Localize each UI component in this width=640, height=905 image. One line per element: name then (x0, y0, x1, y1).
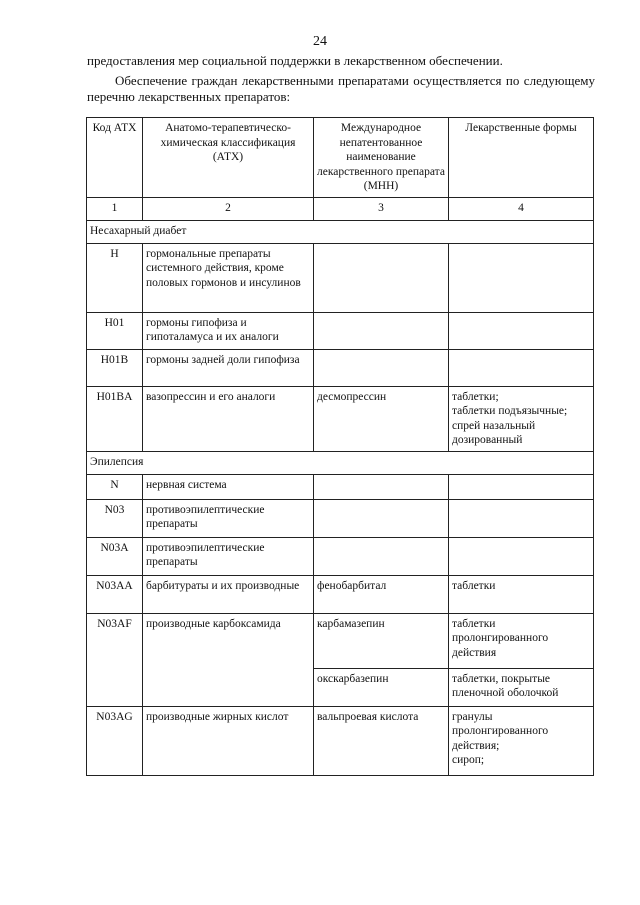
atc-classification: гормоны задней доли гипофиза (143, 349, 314, 386)
intro-paragraph: Обеспечение граждан лекарственными препаратами осуществляется по следующему перечню лекарственных препаратов: (87, 73, 595, 104)
dosage-forms-cell (449, 537, 594, 575)
atc-code: N (87, 474, 143, 499)
table-row (87, 537, 594, 575)
atc-classification: производные жирных кислот (143, 706, 314, 775)
dosage-form: таблетки подъязычные; (452, 405, 568, 417)
atc-classification: противоэпилептические препараты (143, 537, 314, 575)
dosage-forms-cell (449, 386, 594, 451)
header-atc-classification: Анатомо-терапевтическо-химическая классификация (АТХ) (143, 118, 314, 198)
atc-classification: производные карбоксамида (143, 613, 314, 706)
inn-cell (314, 349, 449, 386)
table-row (87, 243, 594, 312)
inn-cell (314, 312, 449, 349)
dosage-form: таблетки пролонгированного действия (452, 617, 549, 659)
atc-classification: противоэпилептические препараты (143, 499, 314, 537)
atc-code: H01BA (87, 386, 143, 451)
atc-classification: гормоны гипофиза и гипоталамуса и их аналоги (143, 312, 314, 349)
section-title-epilepsy: Эпилепсия (87, 451, 594, 474)
inn-cell (314, 537, 449, 575)
section-title-diabetes-insipidus: Несахарный диабет (87, 220, 594, 243)
atc-code: N03A (87, 537, 143, 575)
section-row (87, 451, 594, 474)
dosage-forms-cell (449, 575, 594, 613)
header-atc-code: Код АТХ (87, 118, 143, 198)
column-number: 1 (87, 197, 143, 220)
dosage-form: таблетки (452, 579, 496, 592)
column-number: 3 (314, 197, 449, 220)
table-header-row (87, 118, 594, 198)
inn-cell: фенобарбитал (314, 575, 449, 613)
atc-code: N03AA (87, 575, 143, 613)
dosage-forms-cell (449, 243, 594, 312)
dosage-form: спрей назальный дозированный (452, 419, 536, 446)
dosage-forms-cell (449, 706, 594, 775)
dosage-form: сироп; (452, 754, 485, 766)
atc-code: H01B (87, 349, 143, 386)
dosage-forms-cell (449, 499, 594, 537)
atc-classification: вазопрессин и его аналоги (143, 386, 314, 451)
dosage-form: таблетки, покрытые пленочной оболочкой (452, 672, 559, 699)
atc-classification: гормональные препараты системного действия, кроме половых гормонов и инсулинов (143, 243, 314, 312)
inn-cell (314, 243, 449, 312)
dosage-forms-cell (449, 474, 594, 499)
table-row (87, 613, 594, 668)
atc-classification: нервная система (143, 474, 314, 499)
inn-cell: карбамазепин (314, 613, 449, 668)
table-row (87, 349, 594, 386)
table-row (87, 312, 594, 349)
drug-list-table (86, 117, 594, 776)
dosage-forms-cell (449, 613, 594, 668)
inn-cell: десмопрессин (314, 386, 449, 451)
inn-cell (314, 474, 449, 499)
table-row (87, 499, 594, 537)
section-row (87, 220, 594, 243)
dosage-forms-cell (449, 668, 594, 706)
header-inn: Международное непатентованное наименование лекарственного препарата (МНН) (314, 118, 449, 198)
column-number: 2 (143, 197, 314, 220)
inn-cell: окскарбазепин (314, 668, 449, 706)
inn-cell: вальпроевая кислота (314, 706, 449, 775)
atc-code: H (87, 243, 143, 312)
atc-code: N03AG (87, 706, 143, 775)
dosage-forms-cell (449, 312, 594, 349)
table-row (87, 575, 594, 613)
table-row (87, 474, 594, 499)
atc-classification: барбитураты и их производные (143, 575, 314, 613)
inn-cell (314, 499, 449, 537)
dosage-form: таблетки; (452, 390, 499, 403)
page-number: 24 (313, 34, 327, 49)
intro-paragraph-continuation: предоставления мер социальной поддержки в лекарственном обеспечении. (87, 53, 503, 68)
column-number-row (87, 197, 594, 220)
table-row (87, 706, 594, 775)
column-number: 4 (449, 197, 594, 220)
atc-code: N03AF (87, 613, 143, 706)
atc-code: N03 (87, 499, 143, 537)
header-dosage-forms: Лекарственные формы (449, 118, 594, 198)
table-row (87, 386, 594, 451)
dosage-forms-cell (449, 349, 594, 386)
dosage-form: гранулы пролонгированного действия; (452, 710, 549, 752)
atc-code: H01 (87, 312, 143, 349)
